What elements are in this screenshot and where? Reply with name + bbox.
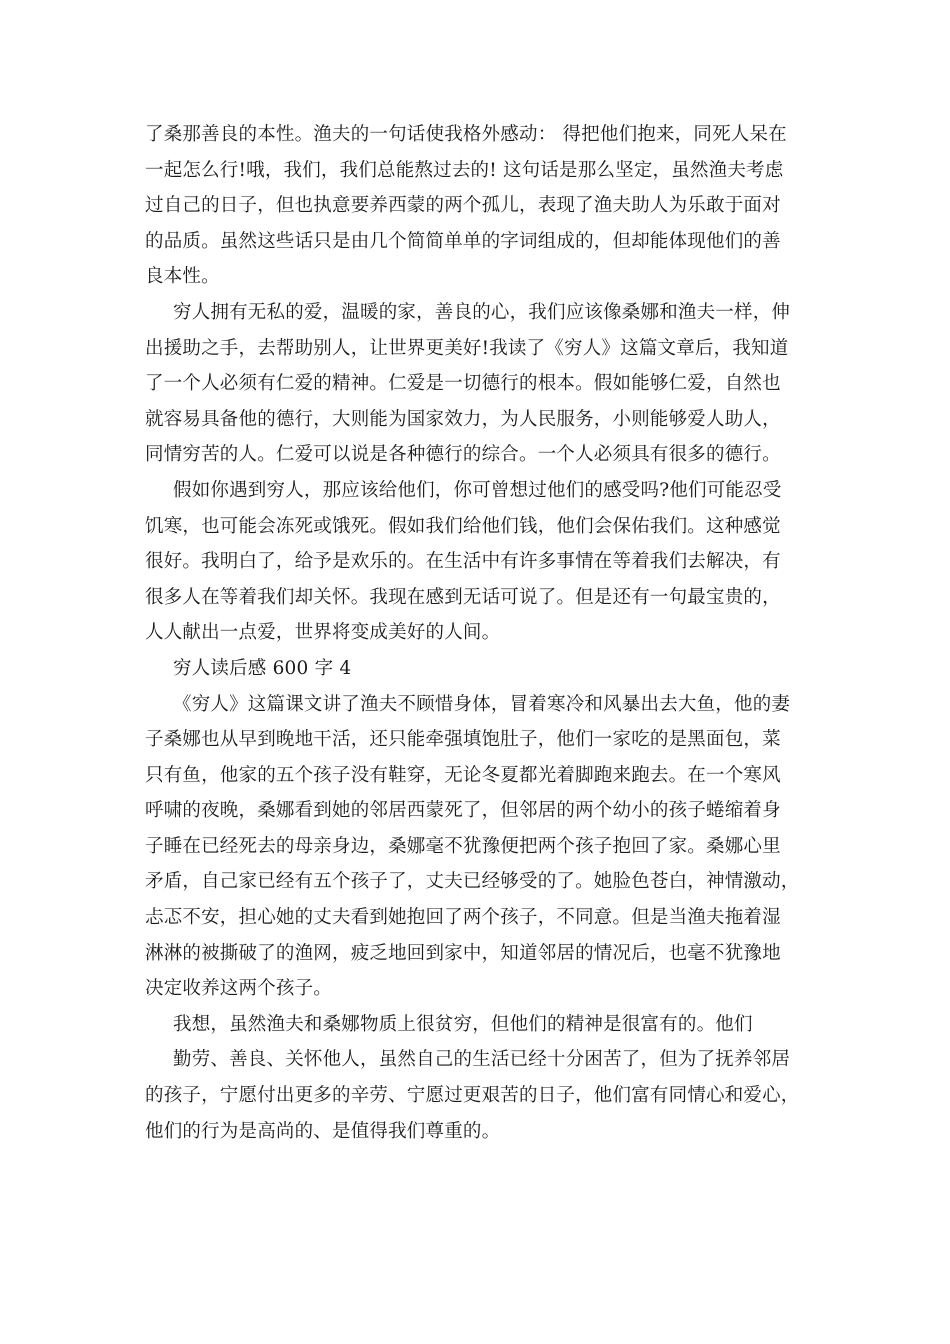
text-line: 呼啸的夜晚，桑娜看到她的邻居西蒙死了，但邻居的两个幼小的孩子蜷缩着身 (145, 800, 781, 822)
text-line: 的品质。虽然这些话只是由几个简简单单的字词组成的，但却能体现他们的善 (145, 230, 781, 252)
text-line: 淋淋的被撕破了的渔网，疲乏地回到家中，知道邻居的情况后，也毫不犹豫地 (145, 942, 781, 964)
paragraph-1 (145, 117, 805, 295)
paragraph-4 (145, 687, 805, 1007)
text-line: 子睡在已经死去的母亲身边，桑娜毫不犹豫便把两个孩子抱回了家。桑娜心里 (145, 835, 781, 857)
text-line: 同情穷苦的人。仁爱可以说是各种德行的综合。一个人必须具有很多的德行。 (145, 444, 781, 466)
text-line: 饥寒，也可能会冻死或饿死。假如我们给他们钱，他们会保佑我们。这种感觉 (145, 515, 781, 537)
text-line: 就容易具备他的德行，大则能为国家效力，为人民服务，小则能够爱人助人， (145, 408, 781, 430)
text-line: 的孩子，宁愿付出更多的辛劳、宁愿过更艰苦的日子，他们富有同情心和爱心， (145, 1085, 800, 1107)
text-line: 我想，虽然渔夫和桑娜物质上很贫穷，但他们的精神是很富有的。他们 (173, 1013, 753, 1035)
text-line: 一起怎么行!哦，我们，我们总能熬过去的! 这句话是那么坚定，虽然渔夫考虑 (145, 159, 784, 181)
text-line: 了桑那善良的本性。渔夫的一句话使我格外感动： 得把他们抱来，同死人呆在 (145, 124, 787, 145)
text-line: 假如你遇到穷人，那应该给他们，你可曾想过他们的感受吗?他们可能忍受 (173, 479, 782, 501)
text-line: 人人献出一点爱，世界将变成美好的人间。 (145, 622, 501, 644)
text-line: 出援助之手，去帮助别人，让世界更美好!我读了《穷人》这篇文章后，我知道 (145, 337, 789, 359)
paragraph-6 (145, 1042, 805, 1149)
text-line: 矛盾，自己家已经有五个孩子了，丈夫已经够受的了。她脸色苍白，神情激动， (145, 871, 800, 893)
text-line: 决定收养这两个孩子。 (145, 978, 333, 1000)
paragraph-2 (145, 295, 805, 473)
text-line: 很好。我明白了，给予是欢乐的。在生活中有许多事情在等着我们去解决，有 (145, 551, 781, 573)
text-line: 了一个人必须有仁爱的精神。仁爱是一切德行的根本。假如能够仁爱，自然也 (145, 373, 781, 395)
text-line: 过自己的日子，但也执意要养西蒙的两个孤儿，表现了渔夫助人为乐敢于面对 (145, 195, 781, 217)
heading-text: 穷人读后感 600 字 4 (173, 657, 352, 679)
section-heading (145, 651, 805, 687)
text-line: 勤劳、善良、关怀他人，虽然自己的生活已经十分困苦了，但为了抚养邻居 (173, 1049, 791, 1071)
text-line: 穷人拥有无私的爱，温暖的家，善良的心，我们应该像桑娜和渔夫一样，伸 (173, 301, 791, 323)
paragraph-3 (145, 473, 805, 651)
paragraph-5 (145, 1007, 805, 1043)
text-line: 良本性。 (145, 266, 220, 288)
document-page (145, 117, 805, 1149)
text-line: 忐忑不安，担心她的丈夫看到她抱回了两个孩子，不同意。但是当渔夫拖着湿 (145, 907, 781, 929)
text-line: 《穷人》这篇课文讲了渔夫不顾惜身体，冒着寒冷和风暴出去大鱼，他的妻 (173, 693, 791, 715)
text-line: 很多人在等着我们却关怀。我现在感到无话可说了。但是还有一句最宝贵的， (145, 586, 781, 608)
text-line: 子桑娜也从早到晚地干活，还只能牵强填饱肚子，他们一家吃的是黑面包，菜 (145, 729, 781, 751)
text-line: 只有鱼，他家的五个孩子没有鞋穿，无论冬夏都光着脚跑来跑去。在一个寒风 (145, 764, 781, 786)
text-line: 他们的行为是高尚的、是值得我们尊重的。 (145, 1120, 501, 1142)
